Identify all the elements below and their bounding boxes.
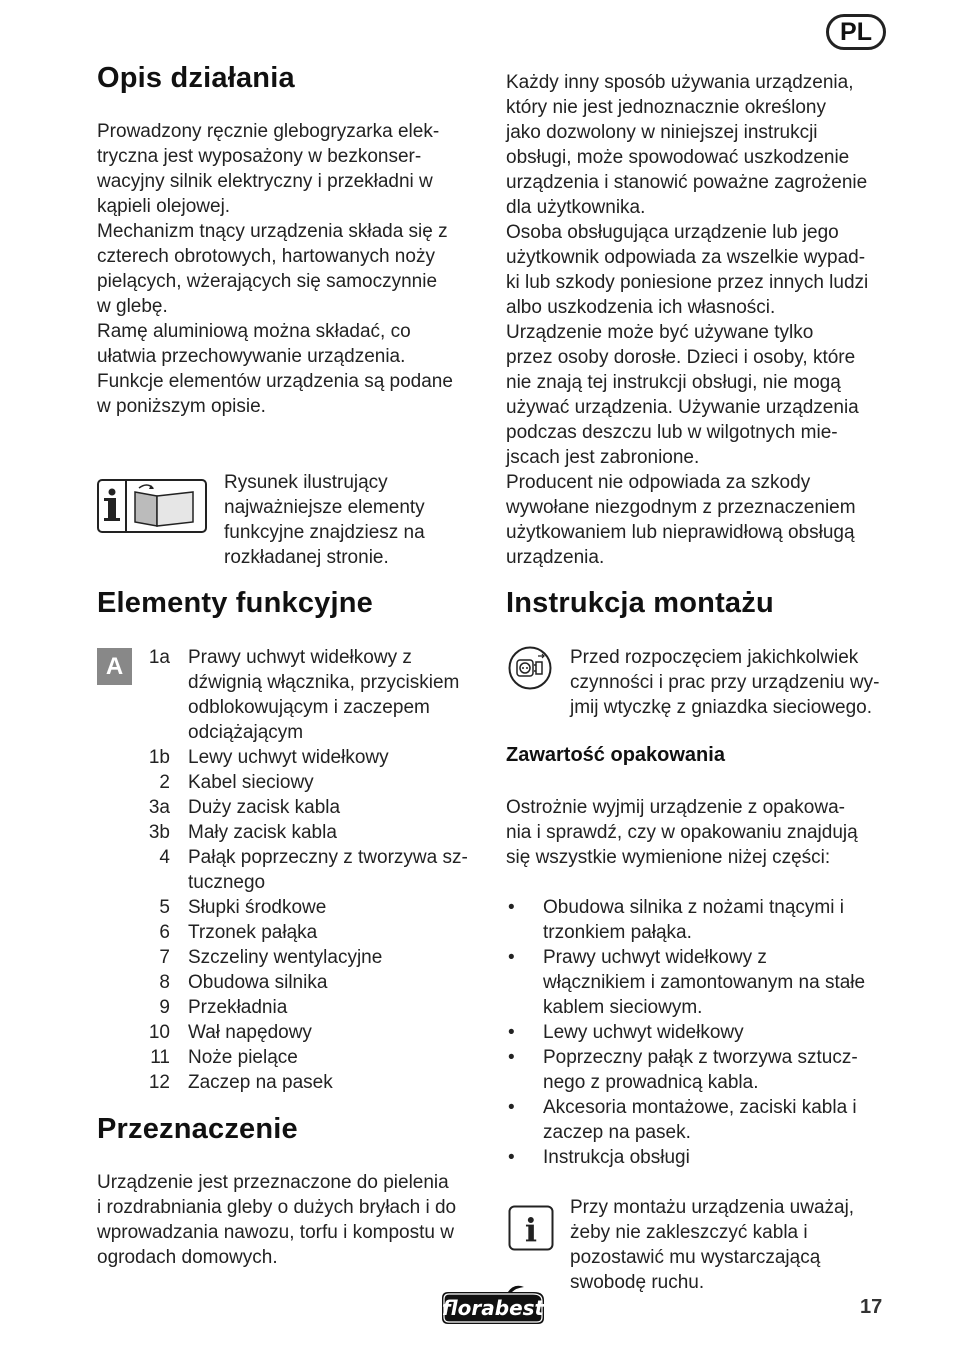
montaz-title: Instrukcja montażu: [506, 587, 774, 619]
element-label-line: dźwignią włącznika, przyciskiem: [188, 672, 460, 693]
opis-paragraph: [97, 119, 487, 419]
elements-list: [117, 645, 487, 1095]
text-line: wprowadzania nawozu, torfu i kompostu w: [97, 1222, 454, 1243]
text-line: żeby nie zakleszczyć kabla i: [570, 1222, 808, 1243]
package-item: [506, 1045, 898, 1095]
package-item-line: nego z prowadnicą kabla.: [543, 1072, 759, 1093]
package-item-line: trzonkiem pałąka.: [543, 922, 692, 943]
package-item: [506, 895, 898, 945]
text-line: użytkownik odpowiada za wszelkie wypad-: [506, 247, 866, 268]
element-label-line: Noże pielące: [188, 1047, 298, 1068]
text-line: rozkładanej stronie.: [224, 547, 389, 568]
bullet-marker: •: [508, 1022, 515, 1043]
language-badge: PL: [826, 14, 886, 50]
package-item-label: [543, 1020, 898, 1045]
element-item: [117, 845, 487, 895]
element-item: [117, 645, 487, 745]
package-item-label: [543, 945, 898, 1020]
package-item-line: Instrukcja obsługi: [543, 1147, 690, 1168]
element-item: [117, 920, 487, 945]
text-line: używać urządzenia. Używanie urządzenia: [506, 397, 859, 418]
text-line: kąpieli olejowej.: [97, 196, 231, 217]
element-label: [188, 845, 487, 895]
package-item: [506, 945, 898, 1020]
text-line: jako dozwolony w niniejszej instrukcji: [506, 122, 818, 143]
package-item-label: [543, 1045, 898, 1095]
text-line: się wszystkie wymienione niżej części:: [506, 847, 831, 868]
text-line: w glebę.: [97, 296, 168, 317]
text-line: jscach jest zabronione.: [506, 447, 700, 468]
text-line: użytkowaniem lub nieprawidłową obsługą: [506, 522, 855, 543]
opis-title: Opis działania: [97, 62, 295, 94]
element-label: [188, 1045, 487, 1070]
text-line: wywołane niezgodnym z przeznaczeniem: [506, 497, 856, 518]
svg-text:i: i: [524, 1211, 538, 1249]
package-item: [506, 1145, 898, 1170]
element-number: 2: [159, 772, 170, 793]
text-line: urządzenia.: [506, 547, 605, 568]
package-contents-list: [506, 895, 898, 1170]
elementy-title: Elementy funkcyjne: [97, 587, 373, 619]
element-number: 11: [150, 1047, 170, 1068]
element-number: 1b: [148, 747, 170, 768]
element-label-line: Duży zacisk kabla: [188, 797, 341, 818]
text-line: Producent nie odpowiada za szkody: [506, 472, 811, 493]
text-line: czterech obrotowych, hartowanych noży: [97, 246, 435, 267]
package-item-line: Lewy uchwyt widełkowy: [543, 1022, 744, 1043]
text-line: dla użytkownika.: [506, 197, 646, 218]
element-label-line: odciążającym: [188, 722, 304, 743]
element-label-line: Słupki środkowe: [188, 897, 327, 918]
element-label: [188, 820, 487, 845]
element-number: 9: [159, 997, 170, 1018]
assembly-info-note: [570, 1195, 895, 1295]
text-line: Prowadzony ręcznie glebogryzarka elek-: [97, 121, 440, 142]
bullet-marker: •: [508, 897, 515, 918]
text-line: ułatwia przechowywanie urządzenia.: [97, 346, 406, 367]
package-item-line: Prawy uchwyt widełkowy z: [543, 947, 767, 968]
text-line: albo uszkodzenia ich własności.: [506, 297, 776, 318]
element-label-line: odblokowującym i zaczepem: [188, 697, 430, 718]
text-line: podczas deszczu lub w wilgotnych mie-: [506, 422, 838, 443]
text-line: Przy montażu urządzenia uważaj,: [570, 1197, 855, 1218]
text-line: przez osoby dorosłe. Dzieci i osoby, które: [506, 347, 856, 368]
section-a-label: A: [97, 648, 132, 685]
text-line: najważniejsze elementy: [224, 497, 425, 518]
element-item: [117, 795, 487, 820]
text-line: nie znają tej instrukcji obsługi, nie mogą: [506, 372, 841, 393]
text-line: jmij wtyczkę z gniazdka sieciowego.: [570, 697, 873, 718]
element-label: [188, 895, 487, 920]
element-label-line: Mały zacisk kabla: [188, 822, 337, 843]
text-line: w poniższym opisie.: [97, 396, 266, 417]
page-number: 17: [860, 1296, 883, 1318]
intended-use-paragraph: [506, 70, 898, 570]
text-line: czynności i prac przy urządzeniu wy-: [570, 672, 880, 693]
element-label-line: Pałąk poprzeczny z tworzywa sz-: [188, 847, 468, 868]
element-number: 1a: [148, 647, 170, 668]
foldout-picture-icon: [97, 478, 209, 534]
text-line: urządzenia i stanowić poważne zagrożenie: [506, 172, 868, 193]
svg-text:florabest: florabest: [441, 1296, 545, 1320]
element-item: [117, 1045, 487, 1070]
text-line: Przed rozpoczęciem jakichkolwiek: [570, 647, 859, 668]
package-item-line: kablem sieciowym.: [543, 997, 703, 1018]
package-item-line: włącznikiem i zamontowanym na stałe: [543, 972, 866, 993]
element-item: [117, 970, 487, 995]
element-label: [188, 945, 487, 970]
element-number: 8: [159, 972, 170, 993]
element-number: 3a: [148, 797, 170, 818]
element-label-line: Prawy uchwyt widełkowy z: [188, 647, 412, 668]
text-line: Urządzenie może być używane tylko: [506, 322, 814, 343]
element-label: [188, 745, 487, 770]
element-number: 12: [148, 1072, 170, 1093]
zawartosc-paragraph: [506, 795, 898, 870]
package-item-line: zaczep na pasek.: [543, 1122, 691, 1143]
element-item: [117, 745, 487, 770]
element-label: [188, 770, 487, 795]
element-label: [188, 795, 487, 820]
package-item: [506, 1095, 898, 1145]
text-line: Mechanizm tnący urządzenia składa się z: [97, 221, 448, 242]
text-line: tryczna jest wyposażony w bezkonser-: [97, 146, 422, 167]
package-item-line: Obudowa silnika z nożami tnącymi i: [543, 897, 844, 918]
element-label-line: Kabel sieciowy: [188, 772, 314, 793]
element-number: 6: [159, 922, 170, 943]
zawartosc-title: Zawartość opakowania: [506, 744, 725, 766]
unplug-icon: [508, 646, 552, 690]
text-line: Osoba obsługująca urządzenie lub jego: [506, 222, 839, 243]
element-number: 10: [148, 1022, 170, 1043]
text-line: obsługi, może spowodować uszkodzenie: [506, 147, 850, 168]
przeznaczenie-paragraph: [97, 1170, 487, 1270]
element-label: [188, 1020, 487, 1045]
info-icon: [508, 1205, 554, 1251]
text-line: swobodę ruchu.: [570, 1272, 705, 1293]
package-item-label: [543, 895, 898, 945]
bullet-marker: •: [508, 1147, 515, 1168]
text-line: Funkcje elementów urządzenia są podane: [97, 371, 453, 392]
text-line: nia i sprawdź, czy w opakowaniu znajdują: [506, 822, 858, 843]
element-number: 5: [159, 897, 170, 918]
element-item: [117, 770, 487, 795]
element-label-line: Zaczep na pasek: [188, 1072, 333, 1093]
text-line: który nie jest jednoznacznie określony: [506, 97, 827, 118]
element-number: 7: [159, 947, 170, 968]
bullet-marker: •: [508, 1097, 515, 1118]
element-label: [188, 970, 487, 995]
text-line: Każdy inny sposób używania urządzenia,: [506, 72, 854, 93]
element-label-line: Wał napędowy: [188, 1022, 312, 1043]
element-item: [117, 820, 487, 845]
bullet-marker: •: [508, 947, 515, 968]
element-label: [188, 920, 487, 945]
element-label-line: Trzonek pałąka: [188, 922, 318, 943]
element-number: 4: [159, 847, 170, 868]
florabest-logo: [438, 1284, 548, 1326]
element-item: [117, 995, 487, 1020]
element-label-line: Obudowa silnika: [188, 972, 328, 993]
text-line: wacyjny silnik elektryczny i przekładni w: [97, 171, 433, 192]
element-label: [188, 995, 487, 1020]
text-line: pozostawić mu wystarczającą: [570, 1247, 821, 1268]
foldout-note: [224, 470, 484, 570]
text-line: pielących, wżerających się samoczynnie: [97, 271, 438, 292]
element-number: 3b: [148, 822, 170, 843]
element-item: [117, 945, 487, 970]
element-label: [188, 645, 487, 745]
text-line: i rozdrabniania gleby o dużych bryłach i do: [97, 1197, 457, 1218]
element-item: [117, 895, 487, 920]
text-line: Rysunek ilustrujący: [224, 472, 388, 493]
text-line: ki lub szkody poniesione przez innych ludzi: [506, 272, 869, 293]
text-line: Ramę aluminiową można składać, co: [97, 321, 411, 342]
element-label-line: Lewy uchwyt widełkowy: [188, 747, 389, 768]
package-item-label: [543, 1145, 898, 1170]
element-label-line: Szczeliny wentylacyjne: [188, 947, 383, 968]
package-item-label: [543, 1095, 898, 1145]
element-item: [117, 1070, 487, 1095]
element-label-line: Przekładnia: [188, 997, 288, 1018]
bullet-marker: •: [508, 1047, 515, 1068]
package-item: [506, 1020, 898, 1045]
text-line: Ostrożnie wyjmij urządzenie z opakowa-: [506, 797, 845, 818]
element-label: [188, 1070, 487, 1095]
package-item-line: Poprzeczny pałąk z tworzywa sztucz-: [543, 1047, 858, 1068]
element-label-line: tucznego: [188, 872, 266, 893]
unplug-note: [570, 645, 895, 720]
element-item: [117, 1020, 487, 1045]
przeznaczenie-title: Przeznaczenie: [97, 1113, 298, 1145]
text-line: ogrodach domowych.: [97, 1247, 278, 1268]
text-line: funkcyjne znajdziesz na: [224, 522, 425, 543]
text-line: Urządzenie jest przeznaczone do pielenia: [97, 1172, 449, 1193]
package-item-line: Akcesoria montażowe, zaciski kabla i: [543, 1097, 857, 1118]
